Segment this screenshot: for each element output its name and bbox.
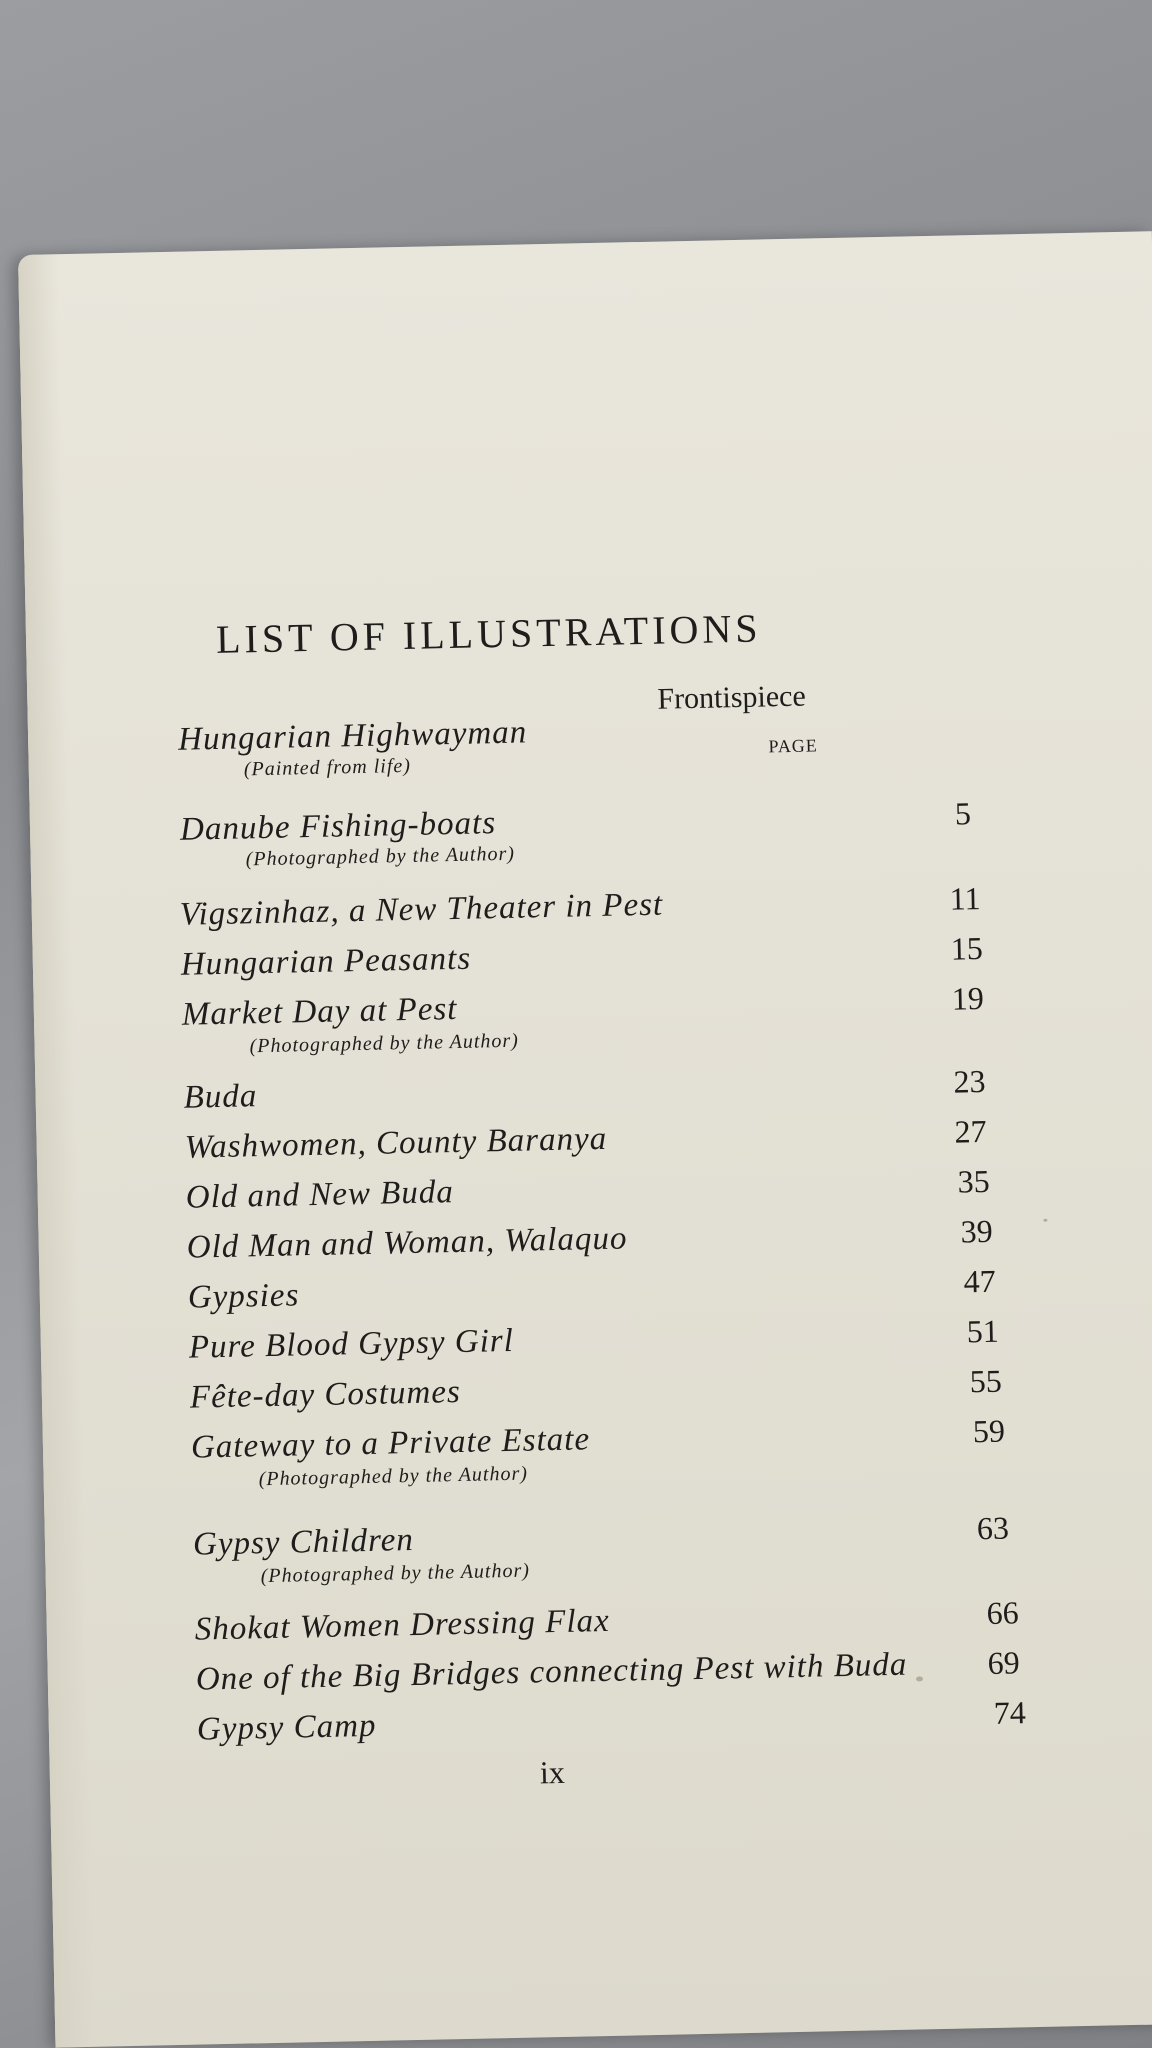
illustration-title: Washwomen, County Baranya <box>184 1120 608 1166</box>
illustration-entry <box>28 702 1129 781</box>
illustration-page-number: 35 <box>957 1162 990 1200</box>
illustration-title: Gypsy Children <box>192 1521 415 1563</box>
illustration-credit: (Painted from life) <box>243 754 412 781</box>
illustration-title: Shokat Women Dressing Flax <box>194 1602 611 1648</box>
frontispiece-label: Frontispiece <box>657 679 807 716</box>
page-folio: ix <box>539 1753 566 1791</box>
illustration-page-number: 55 <box>969 1362 1003 1400</box>
illustration-page-number: 69 <box>987 1644 1021 1681</box>
illustration-title: Pure Blood Gypsy Girl <box>188 1322 515 1366</box>
illustration-page-number: 47 <box>963 1262 997 1300</box>
illustration-title: One of the Big Bridges connecting Pest with Buda <box>195 1646 908 1698</box>
illustration-entry <box>45 1507 1146 1588</box>
illustration-title: Danube Fishing-boats <box>179 805 497 848</box>
illustration-page-number: 39 <box>960 1212 994 1250</box>
illustration-page-number: 5 <box>954 795 972 832</box>
page-title: LIST OF ILLUSTRATIONS <box>215 605 762 662</box>
illustration-credit: (Photographed by the Author) <box>245 842 516 871</box>
illustration-page-number: 74 <box>993 1694 1027 1731</box>
illustration-title: Fête-day Costumes <box>189 1373 462 1416</box>
illustration-title: Hungarian Peasants <box>180 940 472 983</box>
illustration-page-number: 27 <box>954 1112 987 1150</box>
illustration-page-number: 19 <box>951 979 985 1017</box>
illustration-title: Gypsies <box>187 1277 300 1316</box>
illustration-title: Market Day at Pest <box>181 990 458 1033</box>
illustration-credit: (Photographed by the Author) <box>258 1462 529 1491</box>
illustration-entry <box>30 792 1131 871</box>
illustration-title: Old and New Buda <box>185 1174 455 1216</box>
illustration-title: Vigszinhaz, a New Theater in Pest <box>179 886 664 933</box>
illustration-page-number: 63 <box>976 1509 1010 1547</box>
illustration-credit: (Photographed by the Author) <box>249 1029 520 1058</box>
illustration-title: Gypsy Camp <box>196 1707 377 1748</box>
illustration-title: Hungarian Highwayman <box>177 714 528 758</box>
illustration-page-number: 15 <box>950 929 984 967</box>
illustration-title: Old Man and Woman, Walaquo <box>186 1220 628 1266</box>
illustration-page-number: 23 <box>953 1062 986 1100</box>
illustration-page-number: 11 <box>949 879 981 917</box>
illustration-page-number: 66 <box>986 1594 1020 1632</box>
illustration-credit: (Photographed by the Author) <box>260 1559 531 1588</box>
page-column-header: PAGE <box>768 735 819 757</box>
illustration-page-number: 51 <box>966 1312 1000 1350</box>
book-page <box>18 231 1152 2047</box>
illustration-title: Gateway to a Private Estate <box>190 1421 591 1466</box>
illustration-title: Buda <box>183 1078 258 1116</box>
illustration-page-number: 59 <box>972 1412 1006 1450</box>
